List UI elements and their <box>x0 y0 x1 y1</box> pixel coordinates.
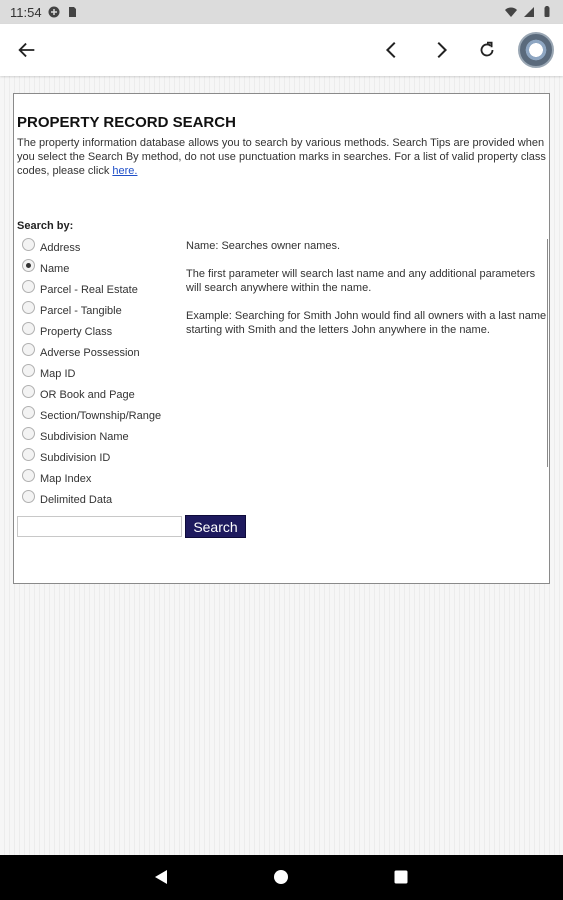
option-property-class[interactable]: Property Class <box>22 321 192 342</box>
sd-card-icon <box>66 6 78 18</box>
search-by-label: Search by: <box>17 220 74 232</box>
seal-logo[interactable] <box>518 32 554 68</box>
search-tips <box>186 239 548 467</box>
search-button[interactable]: Search <box>185 515 246 538</box>
search-method-list <box>22 237 192 510</box>
radio-button[interactable] <box>22 385 35 398</box>
page-title: PROPERTY RECORD SEARCH <box>17 114 236 131</box>
option-subdivision-id[interactable]: Subdivision ID <box>22 447 192 468</box>
back-arrow-icon[interactable] <box>11 34 43 66</box>
tip-paragraph: The first parameter will search last name and any additional parameters will search anywhere within the name. <box>186 268 536 294</box>
radio-button[interactable] <box>22 469 35 482</box>
app-bar <box>0 24 563 76</box>
radio-button[interactable] <box>22 259 35 272</box>
option-subdivision-name[interactable]: Subdivision Name <box>22 426 192 447</box>
radio-button[interactable] <box>22 280 35 293</box>
radio-button[interactable] <box>22 490 35 503</box>
help-link[interactable]: here. <box>112 165 138 177</box>
app-notification-icon <box>48 6 60 18</box>
intro-text: The property information database allows you to search by various methods. Search Tips are provided when you select the Search By method, do not use punctuation marks in searches. For a list of valid property class codes, please click here. <box>17 137 546 177</box>
radio-button[interactable] <box>22 406 35 419</box>
status-time: 11:54 <box>10 4 42 20</box>
option-address[interactable]: Address <box>22 237 192 258</box>
signal-icon <box>523 6 535 18</box>
radio-button[interactable] <box>22 322 35 335</box>
status-bar <box>0 0 563 24</box>
tip-paragraph: Name: Searches owner names. <box>186 240 341 252</box>
option-delimited-data[interactable]: Delimited Data <box>22 489 192 510</box>
battery-icon <box>541 6 553 18</box>
radio-button[interactable] <box>22 301 35 314</box>
radio-button[interactable] <box>22 238 35 251</box>
nav-recents-icon[interactable] <box>391 867 411 887</box>
radio-button[interactable] <box>22 343 35 356</box>
option-section-township-range[interactable]: Section/Township/Range <box>22 405 192 426</box>
tip-paragraph: Example: Searching for Smith John would find all owners with a last name starting with Smith and the letters John anywhere in the name. <box>186 310 547 336</box>
option-name[interactable]: Name <box>22 258 192 279</box>
option-adverse-possession[interactable]: Adverse Possession <box>22 342 192 363</box>
search-panel <box>13 93 550 584</box>
chevron-left-icon[interactable] <box>376 34 408 66</box>
navigation-bar <box>0 855 563 900</box>
search-input[interactable] <box>17 516 182 537</box>
radio-button[interactable] <box>22 364 35 377</box>
refresh-icon[interactable] <box>471 34 503 66</box>
wifi-icon <box>505 6 517 18</box>
option-parcel-real-estate[interactable]: Parcel - Real Estate <box>22 279 192 300</box>
nav-back-icon[interactable] <box>151 867 171 887</box>
option-parcel-tangible[interactable]: Parcel - Tangible <box>22 300 192 321</box>
nav-home-icon[interactable] <box>271 867 291 887</box>
option-map-index[interactable]: Map Index <box>22 468 192 489</box>
radio-button[interactable] <box>22 427 35 440</box>
radio-button[interactable] <box>22 448 35 461</box>
chevron-right-icon[interactable] <box>425 34 457 66</box>
option-or-book-page[interactable]: OR Book and Page <box>22 384 192 405</box>
option-map-id[interactable]: Map ID <box>22 363 192 384</box>
